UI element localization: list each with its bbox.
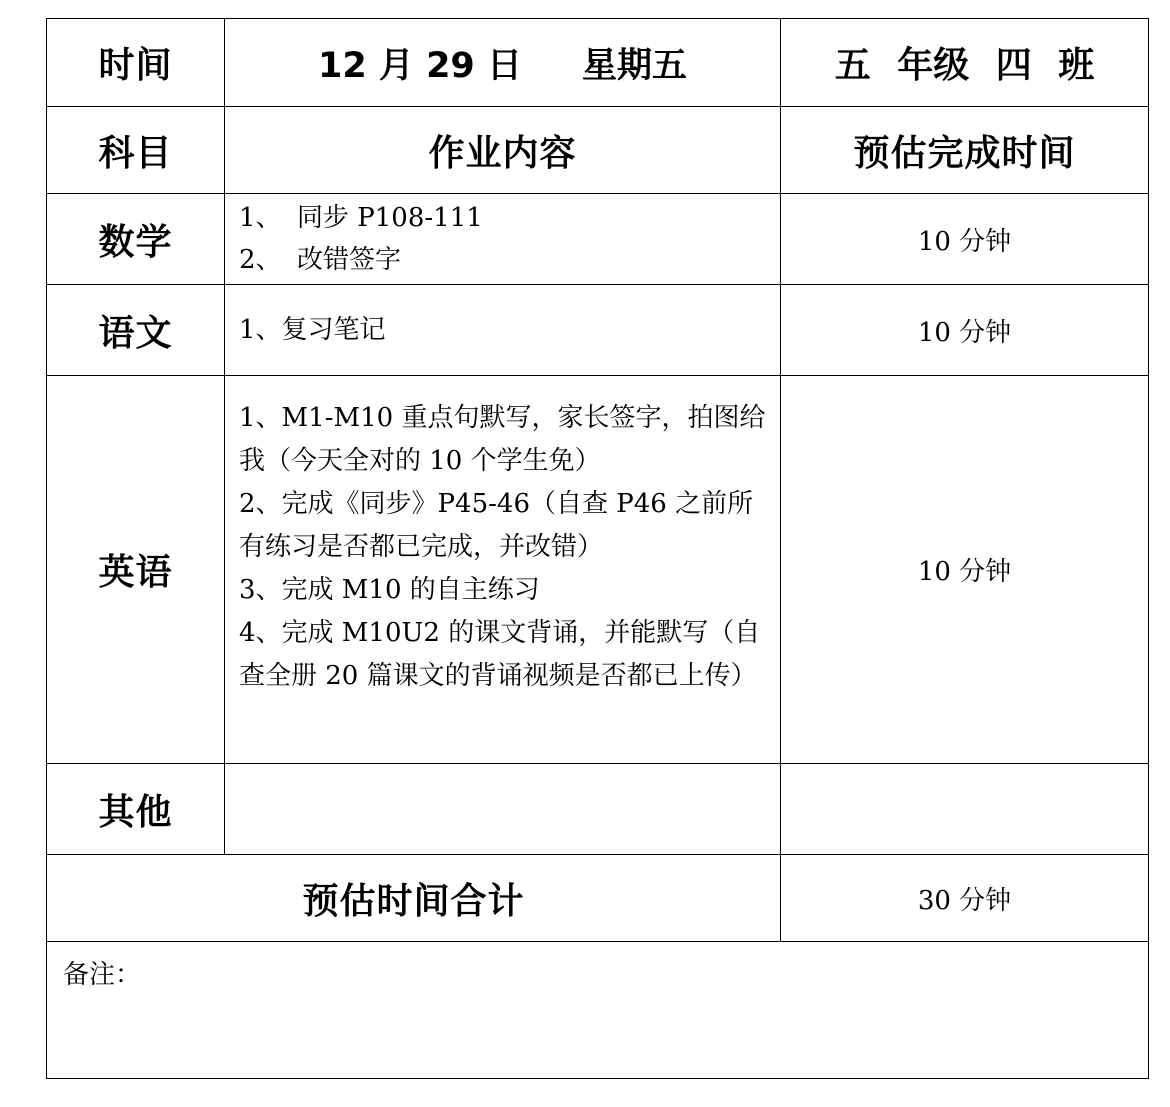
time-label: 时间 (47, 19, 225, 107)
column-subject: 科目 (47, 107, 225, 194)
chinese-item-1: 1、复习笔记 (239, 314, 386, 345)
homework-table (46, 18, 1149, 1079)
column-content: 作业内容 (225, 107, 781, 194)
row-total (47, 855, 1149, 942)
subject-math: 数学 (47, 194, 225, 285)
math-item-1: 1、 同步 P108-111 (239, 203, 483, 233)
note-cell (47, 942, 1149, 1079)
subject-other: 其他 (47, 764, 225, 855)
weekday-text: 星期五 (581, 45, 687, 86)
note-label: 备注： (63, 960, 142, 990)
subject-chinese: 语文 (47, 285, 225, 376)
math-item-2: 2、 改错签字 (239, 245, 402, 275)
english-item-3: 3、完成 M10 的自主练习 (239, 575, 540, 605)
other-content (225, 764, 781, 855)
row-english (47, 376, 1149, 764)
date-text: 12 月 29 日 (318, 45, 522, 86)
other-time (781, 764, 1149, 855)
row-math (47, 194, 1149, 285)
subject-english: 英语 (47, 376, 225, 764)
english-content (225, 376, 781, 764)
english-item-1: 1、M1-M10 重点句默写，家长签字，拍图给我（今天全对的 10 个学生免） (239, 403, 766, 476)
math-content (225, 194, 781, 285)
column-est-time: 预估完成时间 (781, 107, 1149, 194)
header-row (47, 19, 1149, 107)
row-note (47, 942, 1149, 1079)
total-time: 30 分钟 (781, 855, 1149, 942)
chinese-content (225, 285, 781, 376)
class-name: 五 年级 四 班 (781, 19, 1149, 107)
english-item-4: 4、完成 M10U2 的课文背诵，并能默写（自查全册 20 篇课文的背诵视频是否都已上传） (239, 618, 761, 691)
english-time: 10 分钟 (781, 376, 1149, 764)
date-cell (225, 19, 781, 107)
row-other (47, 764, 1149, 855)
column-header-row (47, 107, 1149, 194)
english-item-2: 2、完成《同步》P45-46（自查 P46 之前所有练习是否都已完成，并改错） (239, 489, 754, 562)
row-chinese (47, 285, 1149, 376)
chinese-time: 10 分钟 (781, 285, 1149, 376)
total-label: 预估时间合计 (47, 855, 781, 942)
math-time: 10 分钟 (781, 194, 1149, 285)
